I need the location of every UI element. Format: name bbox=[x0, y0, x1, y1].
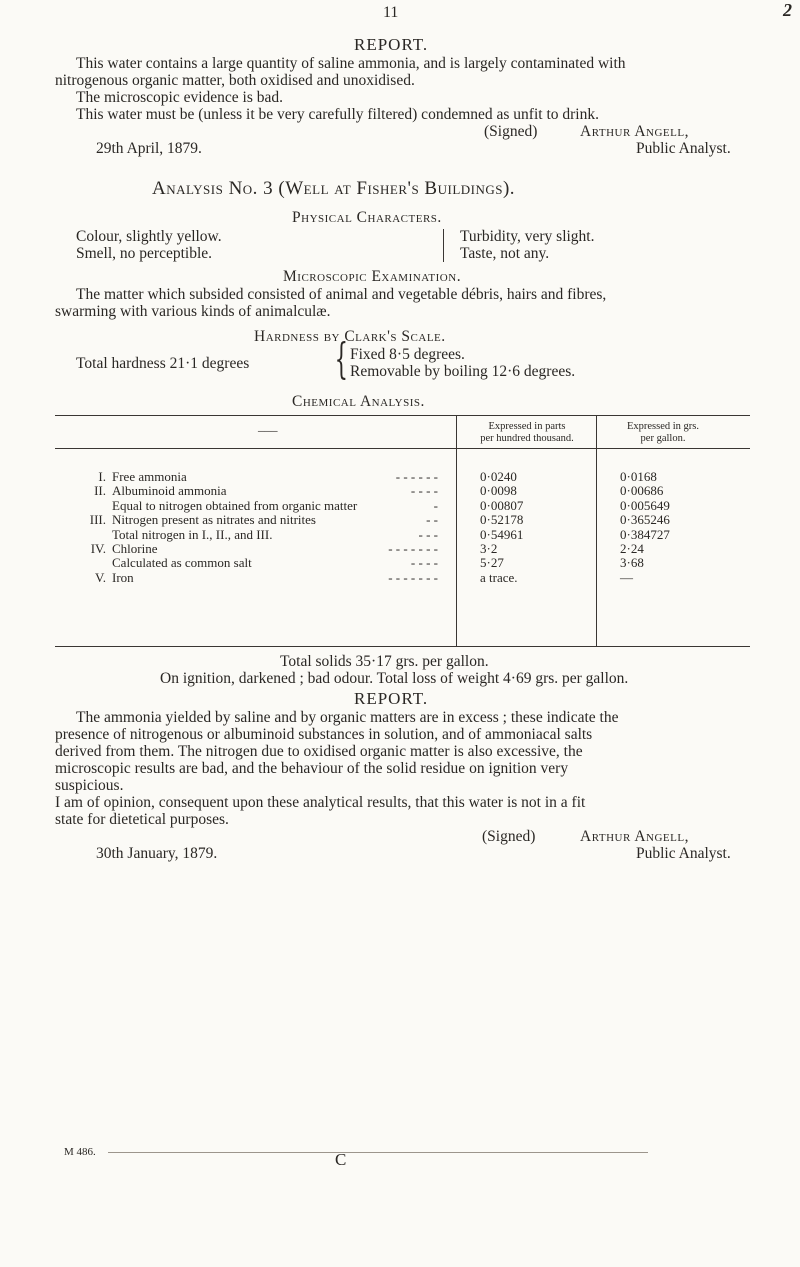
row-value-parts: 0·0098 bbox=[480, 483, 517, 499]
row-label: Total nitrogen in I., II., and III. bbox=[112, 526, 273, 542]
row-label: Chlorine bbox=[112, 541, 158, 556]
report-line: This water must be (unless it be very carefully filtered) condemned as unfit to drink. bbox=[76, 106, 599, 123]
footer-rule bbox=[108, 1152, 648, 1153]
hardness-heading: Hardness by Clark's Scale. bbox=[254, 328, 446, 345]
ignition-text: On ignition, darkened ; bad odour. Total loss of weight 4·69 grs. per gallon. bbox=[160, 670, 629, 687]
physical-divider bbox=[443, 229, 444, 262]
row-value-grains: 3·68 bbox=[620, 555, 644, 571]
row-value-grains: 0·0168 bbox=[620, 469, 657, 484]
row-value-parts: 0·00807 bbox=[480, 497, 524, 513]
physical-heading: Physical Characters. bbox=[292, 209, 442, 226]
signature-mark: C bbox=[335, 1150, 347, 1169]
col1-header bbox=[458, 421, 596, 445]
table-col-rule bbox=[456, 416, 457, 646]
report-date: 30th January, 1879. bbox=[96, 845, 218, 862]
report-line: The ammonia yielded by saline and by organic matters are in excess ; these indicate the bbox=[76, 709, 619, 726]
report-line: I am of opinion, consequent upon these analytical results, that this water is not in a fit bbox=[55, 794, 586, 811]
col2-header-line: per gallon. bbox=[640, 433, 686, 444]
signer-title: Public Analyst. bbox=[636, 140, 731, 157]
signed-label: (Signed) bbox=[484, 123, 538, 140]
smell-text: Smell, no perceptible. bbox=[76, 245, 213, 262]
row-leader: - - - bbox=[418, 526, 438, 542]
report-date: 29th April, 1879. bbox=[96, 140, 202, 157]
signed-label: (Signed) bbox=[482, 828, 536, 845]
corner-mark: 2 bbox=[783, 0, 792, 20]
col2-header-line: Expressed in grs. bbox=[626, 421, 700, 432]
report-line: derived from them. The nitrogen due to oxidised organic matter is also excessive, the bbox=[55, 743, 583, 760]
hardness-removable: Removable by boiling 12·6 degrees. bbox=[350, 363, 576, 380]
row-label: Nitrogen present as nitrates and nitrites bbox=[112, 512, 316, 528]
row-value-parts: 5·27 bbox=[480, 555, 504, 571]
row-value-parts: a trace. bbox=[480, 569, 518, 585]
row-value-grains: 2·24 bbox=[620, 541, 644, 556]
row-leader: - - - - bbox=[410, 483, 438, 499]
row-value-parts: 0·54961 bbox=[480, 526, 524, 542]
microscopic-line: swarming with various kinds of animalculæ. bbox=[55, 303, 331, 320]
row-numeral: II. bbox=[94, 483, 106, 499]
row-leader: - bbox=[433, 497, 438, 513]
signer-name: Arthur Angell, bbox=[580, 828, 689, 845]
row-value-grains: 0·005649 bbox=[620, 497, 670, 513]
row-label: Albuminoid ammonia bbox=[112, 483, 227, 499]
row-value-grains: 0·365246 bbox=[620, 512, 670, 528]
col1-header-line: per hundred thousand. bbox=[480, 433, 574, 444]
row-leader: - - - - - - bbox=[395, 469, 438, 484]
signer-name: Arthur Angell, bbox=[580, 123, 689, 140]
hardness-total: Total hardness 21·1 degrees bbox=[76, 355, 250, 372]
report-line: suspicious. bbox=[55, 777, 124, 794]
report-line: microscopic results are bad, and the behaviour of the solid residue on ignition very bbox=[55, 760, 569, 777]
table-header-rule bbox=[55, 448, 750, 449]
table-col-rule bbox=[596, 416, 597, 646]
col2-header bbox=[598, 421, 728, 445]
signer-title: Public Analyst. bbox=[636, 845, 731, 862]
total-solids: Total solids 35·17 grs. per gallon. bbox=[280, 653, 489, 670]
page-number: 11 bbox=[383, 4, 399, 21]
row-value-parts: 0·52178 bbox=[480, 512, 524, 528]
print-code: M 486. bbox=[64, 1146, 96, 1158]
report-line: presence of nitrogenous or albuminoid substances in solution, and of ammoniacal salts bbox=[55, 726, 593, 743]
row-value-parts: 3·2 bbox=[480, 541, 498, 556]
table-bottom-rule bbox=[55, 646, 750, 647]
report-heading: REPORT. bbox=[354, 689, 429, 708]
microscopic-heading: Microscopic Examination. bbox=[283, 268, 462, 285]
row-leader: - - bbox=[426, 512, 438, 528]
turbidity-text: Turbidity, very slight. bbox=[460, 228, 595, 245]
report-line: This water contains a large quantity of saline ammonia, and is largely contaminated with bbox=[76, 55, 626, 72]
header-dash: ___ bbox=[258, 418, 278, 433]
row-value-parts: 0·0240 bbox=[480, 469, 517, 484]
row-numeral: III. bbox=[89, 512, 106, 528]
row-leader: - - - - - - - bbox=[388, 541, 438, 556]
analysis-title: Analysis No. 3 (Well at Fisher's Buildings). bbox=[152, 178, 516, 199]
microscopic-line: The matter which subsided consisted of animal and vegetable débris, hairs and fibres, bbox=[76, 286, 607, 303]
report-heading: REPORT. bbox=[354, 35, 429, 54]
col1-header-line: Expressed in parts bbox=[488, 421, 566, 432]
row-numeral: I. bbox=[98, 469, 106, 484]
row-value-grains: 0·00686 bbox=[620, 483, 664, 499]
row-numeral: V. bbox=[95, 569, 106, 585]
report-line: nitrogenous organic matter, both oxidised and unoxidised. bbox=[55, 72, 415, 89]
brace: { bbox=[334, 334, 349, 383]
chemical-heading: Chemical Analysis. bbox=[292, 393, 425, 410]
row-label: Free ammonia bbox=[112, 469, 187, 484]
row-label: Equal to nitrogen obtained from organic matter bbox=[112, 497, 358, 513]
row-value-grains: 0·384727 bbox=[620, 526, 670, 542]
row-numeral: IV. bbox=[90, 541, 106, 556]
row-value-grains: — bbox=[620, 569, 633, 585]
colour-text: Colour, slightly yellow. bbox=[76, 228, 222, 245]
hardness-fixed: Fixed 8·5 degrees. bbox=[350, 346, 465, 363]
row-leader: - - - - bbox=[410, 555, 438, 571]
row-label: Iron bbox=[112, 569, 134, 585]
report-line: state for dietetical purposes. bbox=[55, 811, 229, 828]
report-line: The microscopic evidence is bad. bbox=[76, 89, 284, 106]
row-leader: - - - - - - - bbox=[388, 569, 438, 585]
row-label: Calculated as common salt bbox=[112, 555, 252, 571]
taste-text: Taste, not any. bbox=[460, 245, 550, 262]
table-top-rule bbox=[55, 415, 750, 416]
